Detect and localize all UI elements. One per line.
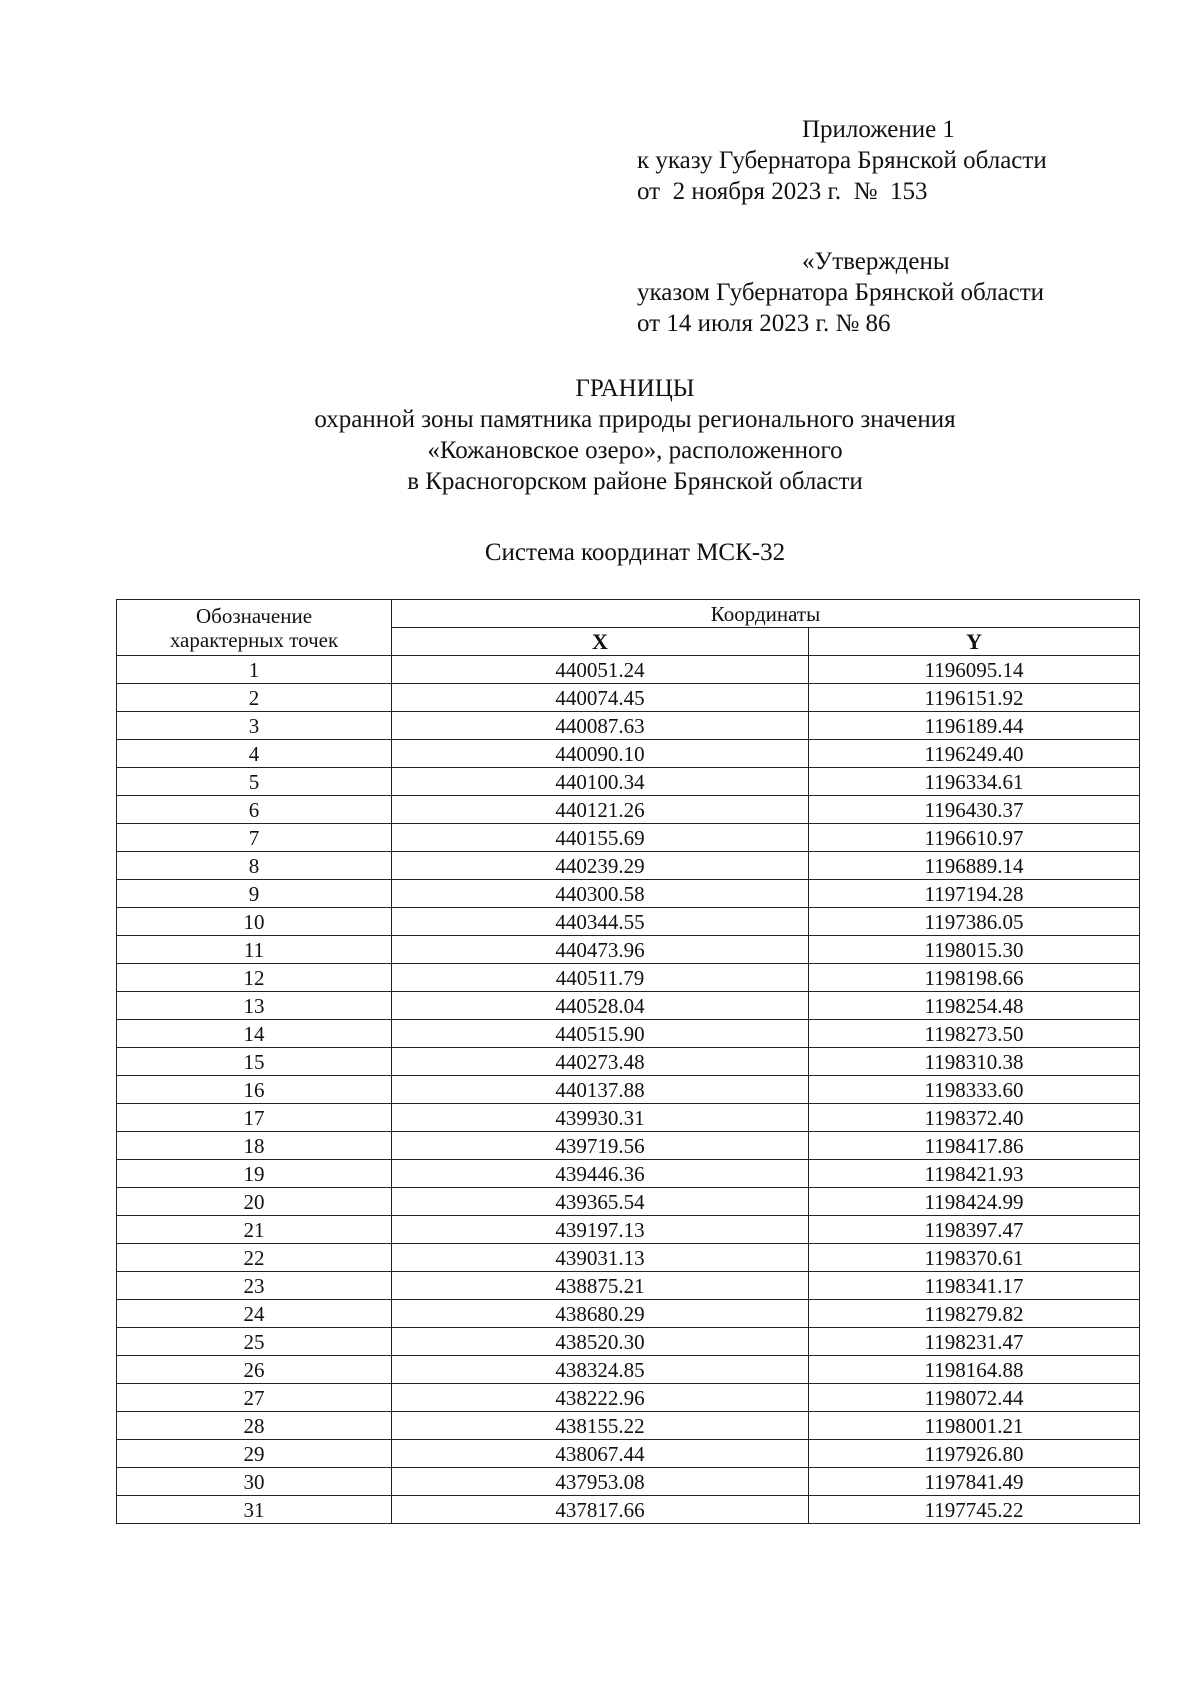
point-number-cell: 1 [117,656,392,684]
approved-title: «Утверждены [802,248,950,275]
table-row [117,1020,1140,1048]
y-coordinate-cell: 1198198.66 [809,964,1140,992]
x-coordinate-cell: 439719.56 [392,1132,809,1160]
point-number-cell: 21 [117,1216,392,1244]
appendix-title: Приложение 1 [802,116,955,143]
x-coordinate-cell: 439365.54 [392,1188,809,1216]
y-coordinate-cell: 1197745.22 [809,1496,1140,1524]
table-row [117,1104,1140,1132]
x-coordinate-cell: 438875.21 [392,1272,809,1300]
point-number-cell: 22 [117,1244,392,1272]
point-number-cell: 8 [117,852,392,880]
point-number-cell: 4 [117,740,392,768]
point-number-cell: 11 [117,936,392,964]
title-heading: ГРАНИЦЫ [575,375,695,402]
x-coordinate-cell: 440515.90 [392,1020,809,1048]
table-row [117,1076,1140,1104]
table-row [117,656,1140,684]
point-number-cell: 30 [117,1468,392,1496]
x-coordinate-cell: 440300.58 [392,880,809,908]
x-coordinate-cell: 440511.79 [392,964,809,992]
table-row [117,1356,1140,1384]
y-coordinate-cell: 1198370.61 [809,1244,1140,1272]
approved-block [637,246,1044,339]
table-row [117,1188,1140,1216]
x-coordinate-cell: 438222.96 [392,1384,809,1412]
point-number-cell: 15 [117,1048,392,1076]
y-coordinate-cell: 1196610.97 [809,824,1140,852]
x-coordinate-cell: 440239.29 [392,852,809,880]
y-coordinate-cell: 1198372.40 [809,1104,1140,1132]
y-coordinate-cell: 1196189.44 [809,712,1140,740]
table-row [117,1300,1140,1328]
point-number-cell: 29 [117,1440,392,1468]
table-row [117,1468,1140,1496]
header-point-line-2: характерных точек [169,627,339,652]
table-row [117,1160,1140,1188]
x-coordinate-cell: 440473.96 [392,936,809,964]
x-coordinate-cell: 440137.88 [392,1076,809,1104]
y-coordinate-cell: 1198310.38 [809,1048,1140,1076]
appendix-block [637,114,1047,207]
point-number-cell: 6 [117,796,392,824]
y-coordinate-cell: 1197926.80 [809,1440,1140,1468]
point-number-cell: 2 [117,684,392,712]
y-coordinate-cell: 1198015.30 [809,936,1140,964]
table-row [117,1440,1140,1468]
y-coordinate-cell: 1198341.17 [809,1272,1140,1300]
title-line-1: охранной зоны памятника природы регионального значения [314,406,956,433]
table-row [117,796,1140,824]
y-coordinate-cell: 1196095.14 [809,656,1140,684]
y-coordinate-cell: 1198424.99 [809,1188,1140,1216]
appendix-decree-ref: к указу Губернатора Брянской области [637,147,1047,174]
y-coordinate-cell: 1198421.93 [809,1160,1140,1188]
y-coordinate-cell: 1196249.40 [809,740,1140,768]
x-coordinate-cell: 440121.26 [392,796,809,824]
y-coordinate-cell: 1198231.47 [809,1328,1140,1356]
header-x: X [392,628,809,656]
y-coordinate-cell: 1198397.47 [809,1216,1140,1244]
point-number-cell: 9 [117,880,392,908]
y-coordinate-cell: 1198417.86 [809,1132,1140,1160]
coordinate-system-label: Система координат МСК-32 [484,539,786,566]
table-row [117,1412,1140,1440]
table-row [117,852,1140,880]
y-coordinate-cell: 1198273.50 [809,1020,1140,1048]
approved-decree-ref: указом Губернатора Брянской области [637,279,1045,306]
table-row [117,824,1140,852]
table-row [117,740,1140,768]
table-header-row [117,600,1140,628]
point-number-cell: 13 [117,992,392,1020]
y-coordinate-cell: 1198333.60 [809,1076,1140,1104]
header-point-line-1: Обозначение [195,603,313,628]
point-number-cell: 17 [117,1104,392,1132]
point-number-cell: 12 [117,964,392,992]
y-coordinate-cell: 1196889.14 [809,852,1140,880]
x-coordinate-cell: 438680.29 [392,1300,809,1328]
point-number-cell: 20 [117,1188,392,1216]
table-row [117,768,1140,796]
x-coordinate-cell: 440090.10 [392,740,809,768]
x-coordinate-cell: 440528.04 [392,992,809,1020]
table-row [117,1384,1140,1412]
point-number-cell: 19 [117,1160,392,1188]
header-point [117,600,392,656]
table-row [117,936,1140,964]
point-number-cell: 25 [117,1328,392,1356]
point-number-cell: 24 [117,1300,392,1328]
title-line-3: в Красногорском районе Брянской области [407,468,863,495]
x-coordinate-cell: 440273.48 [392,1048,809,1076]
x-coordinate-cell: 439930.31 [392,1104,809,1132]
point-number-cell: 23 [117,1272,392,1300]
point-number-cell: 14 [117,1020,392,1048]
point-number-cell: 31 [117,1496,392,1524]
x-coordinate-cell: 440074.45 [392,684,809,712]
approved-decree-date: от 14 июля 2023 г. № 86 [637,310,891,337]
document-title [0,373,1200,497]
y-coordinate-cell: 1196430.37 [809,796,1140,824]
x-coordinate-cell: 437953.08 [392,1468,809,1496]
y-coordinate-cell: 1196151.92 [809,684,1140,712]
y-coordinate-cell: 1198279.82 [809,1300,1140,1328]
x-coordinate-cell: 440344.55 [392,908,809,936]
y-coordinate-cell: 1197841.49 [809,1468,1140,1496]
x-coordinate-cell: 439031.13 [392,1244,809,1272]
table-row [117,1272,1140,1300]
point-number-cell: 18 [117,1132,392,1160]
table-row [117,684,1140,712]
y-coordinate-cell: 1198254.48 [809,992,1140,1020]
x-coordinate-cell: 438324.85 [392,1356,809,1384]
x-coordinate-cell: 438155.22 [392,1412,809,1440]
x-coordinate-cell: 440155.69 [392,824,809,852]
y-coordinate-cell: 1197386.05 [809,908,1140,936]
table-row [117,1244,1140,1272]
point-number-cell: 27 [117,1384,392,1412]
x-coordinate-cell: 438067.44 [392,1440,809,1468]
header-y: Y [809,628,1140,656]
coordinates-table [116,599,1140,1524]
y-coordinate-cell: 1196334.61 [809,768,1140,796]
table-row [117,992,1140,1020]
table-row [117,964,1140,992]
table-row [117,1048,1140,1076]
title-line-2: «Кожановское озеро», расположенного [427,437,843,464]
header-coordinates: Координаты [392,600,1140,628]
x-coordinate-cell: 437817.66 [392,1496,809,1524]
x-coordinate-cell: 440051.24 [392,656,809,684]
x-coordinate-cell: 440087.63 [392,712,809,740]
y-coordinate-cell: 1198001.21 [809,1412,1140,1440]
point-number-cell: 5 [117,768,392,796]
point-number-cell: 28 [117,1412,392,1440]
y-coordinate-cell: 1198072.44 [809,1384,1140,1412]
table-row [117,908,1140,936]
y-coordinate-cell: 1197194.28 [809,880,1140,908]
x-coordinate-cell: 439446.36 [392,1160,809,1188]
point-number-cell: 16 [117,1076,392,1104]
x-coordinate-cell: 438520.30 [392,1328,809,1356]
point-number-cell: 3 [117,712,392,740]
table-body [117,656,1140,1524]
table-row [117,1496,1140,1524]
table-row [117,1328,1140,1356]
y-coordinate-cell: 1198164.88 [809,1356,1140,1384]
point-number-cell: 7 [117,824,392,852]
appendix-decree-date: от 2 ноября 2023 г. № 153 [637,178,928,205]
table-row [117,712,1140,740]
x-coordinate-cell: 439197.13 [392,1216,809,1244]
table-row [117,880,1140,908]
table-row [117,1216,1140,1244]
table-row [117,1132,1140,1160]
point-number-cell: 10 [117,908,392,936]
point-number-cell: 26 [117,1356,392,1384]
x-coordinate-cell: 440100.34 [392,768,809,796]
